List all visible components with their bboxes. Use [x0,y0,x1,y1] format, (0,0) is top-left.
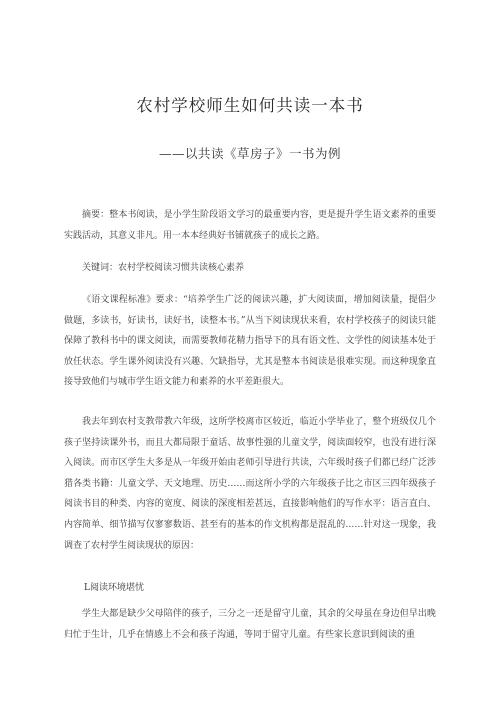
keywords-line: 关键词：农村学校阅读习惯共读核心素养 [82,263,245,273]
document-title: 农村学校师生如何共读一本书 [136,96,364,115]
body-paragraph-3: 学生大都是缺少父母陪伴的孩子，三分之一还是留守儿童，其余的父母虽在身边但早出晚归忙于生计，几乎在情感上不会和孩子沟通，等同于留守儿童。有些家长意识到阅读的重 [64,609,436,640]
body-paragraph-1: 《语文课程标准》要求：“培养学生广泛的阅读兴趣，扩大阅读面，增加阅读量，提倡少做题，多读书，好读书，读好书，读整本书。”从当下阅读现状来看，农村学校孩子的阅读只能保障了教科书中的课文阅读，而需要教师花精力指导下的具有语文性、文学性的阅读基本处于放任状态。学生课外阅读没有兴趣、欠缺指导，尤其是整本书阅读是很难实现。而这种现象直接导致他们与城市学生语文能力和素养的水平差距很大。 [64,295,436,388]
document-subtitle: ——以共读《草房子》一书为例 [158,146,341,161]
abstract-paragraph: 摘要：整本书阅读，是小学生阶段语文学习的最重要内容，更是提升学生语文素养的重要实践活动，其意义非凡。用一本本经典好书铺就孩子的成长之路。 [64,210,436,241]
body-paragraph-2: 我去年到农村支教带教六年级，这所学校离市区较近，临近小学毕业了，整个班级仅几个孩子坚持读课外书，而且大都局限于童话、故事性强的儿童文学，阅读面较窄，也没有进行深入阅读。而市区学生大多是从一年级开始由老师引导进行共读，六年级时孩子们都已经广泛涉猎各类书籍：儿童文学、天文地理、历史……而这所小学的六年级孩子比之市区三四年级孩子阅读书目的种类、内容的宽度、阅读的深度相差甚远，直接影响他们的写作水平：语言直白、内容简单、细节描写仅寥寥数语、甚至有的基本的作文机构都是混乱的……针对这一现象，我调查了农村学生阅读现状的原因： [64,417,436,551]
section-heading-1: L阅读环境堪忧 [84,583,144,593]
